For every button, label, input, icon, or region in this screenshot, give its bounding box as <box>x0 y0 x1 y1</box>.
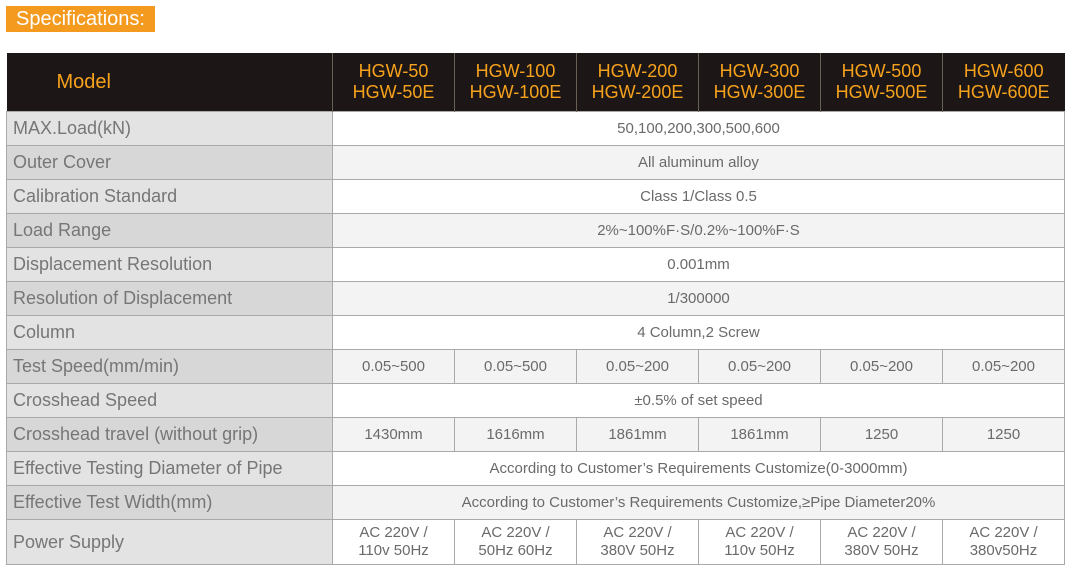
row-label: Test Speed(mm/min) <box>7 350 333 384</box>
model-name: HGW-50 <box>358 61 429 81</box>
value-line: AC 220V / <box>725 524 794 541</box>
model-name: HGW-100E <box>469 82 562 102</box>
row-value: 1250 <box>943 418 1065 452</box>
model-name: HGW-300E <box>713 82 806 102</box>
row-value: 0.05~500 <box>455 350 577 384</box>
table-row <box>7 486 1065 520</box>
model-name: HGW-200 <box>597 61 678 81</box>
row-value: 1861mm <box>699 418 821 452</box>
row-label: MAX.Load(kN) <box>7 112 333 146</box>
table-row <box>7 316 1065 350</box>
row-value: 0.05~200 <box>943 350 1065 384</box>
table-row <box>7 214 1065 248</box>
row-label: Displacement Resolution <box>7 248 333 282</box>
row-value: 0.05~200 <box>821 350 943 384</box>
value-line: 50Hz 60Hz <box>478 542 553 559</box>
row-label: Outer Cover <box>7 146 333 180</box>
row-value: 1250 <box>821 418 943 452</box>
row-value: 0.05~200 <box>577 350 699 384</box>
row-label: Crosshead Speed <box>7 384 333 418</box>
row-value <box>943 520 1065 565</box>
table-row <box>7 418 1065 452</box>
table-row <box>7 180 1065 214</box>
row-value <box>455 520 577 565</box>
table-row <box>7 112 1065 146</box>
row-value <box>577 520 699 565</box>
value-line: AC 220V / <box>481 524 550 541</box>
model-name: HGW-50E <box>352 82 435 102</box>
model-header-hgw-50 <box>333 53 455 112</box>
model-name: HGW-200E <box>591 82 684 102</box>
model-name: HGW-500E <box>835 82 928 102</box>
row-value: 1430mm <box>333 418 455 452</box>
table-row <box>7 282 1065 316</box>
row-value <box>333 520 455 565</box>
model-header-hgw-200 <box>577 53 699 112</box>
row-label: Calibration Standard <box>7 180 333 214</box>
model-name: HGW-300 <box>719 61 800 81</box>
row-value: 2%~100%F·S/0.2%~100%F·S <box>333 214 1065 248</box>
value-line: AC 220V / <box>603 524 672 541</box>
row-value: 4 Column,2 Screw <box>333 316 1065 350</box>
value-line: 110v 50Hz <box>358 542 429 559</box>
row-label: Effective Testing Diameter of Pipe <box>7 452 333 486</box>
row-label: Effective Test Width(mm) <box>7 486 333 520</box>
table-row <box>7 146 1065 180</box>
table-row <box>7 350 1065 384</box>
row-value: 0.05~500 <box>333 350 455 384</box>
row-label: Crosshead travel (without grip) <box>7 418 333 452</box>
model-header-hgw-600 <box>943 53 1065 112</box>
model-name: HGW-500 <box>841 61 922 81</box>
specifications-table <box>6 53 1065 565</box>
row-label: Resolution of Displacement <box>7 282 333 316</box>
table-row <box>7 248 1065 282</box>
row-label: Power Supply <box>7 520 333 565</box>
model-header-hgw-100 <box>455 53 577 112</box>
row-value: 0.001mm <box>333 248 1065 282</box>
table-header-row <box>7 53 1065 112</box>
specifications-heading: Specifications: <box>6 6 155 32</box>
model-name: HGW-100 <box>475 61 556 81</box>
row-value <box>699 520 821 565</box>
value-line: AC 220V / <box>969 524 1038 541</box>
row-value: 1616mm <box>455 418 577 452</box>
row-value: Class 1/Class 0.5 <box>333 180 1065 214</box>
row-value: According to Customer’s Requirements Customize(0-3000mm) <box>333 452 1065 486</box>
value-line: 380V 50Hz <box>844 542 919 559</box>
row-value: All aluminum alloy <box>333 146 1065 180</box>
model-header-cell: Model <box>7 53 333 112</box>
model-name: HGW-600E <box>957 82 1050 102</box>
table-row <box>7 452 1065 486</box>
row-value: 1861mm <box>577 418 699 452</box>
row-value: 50,100,200,300,500,600 <box>333 112 1065 146</box>
model-header-hgw-300 <box>699 53 821 112</box>
row-value: ±0.5% of set speed <box>333 384 1065 418</box>
row-value: 1/300000 <box>333 282 1065 316</box>
row-value: According to Customer’s Requirements Customize,≥Pipe Diameter20% <box>333 486 1065 520</box>
value-line: 380v50Hz <box>969 542 1038 559</box>
table-row <box>7 520 1065 565</box>
value-line: AC 220V / <box>847 524 916 541</box>
value-line: 380V 50Hz <box>600 542 675 559</box>
table-row <box>7 384 1065 418</box>
value-line: AC 220V / <box>359 524 428 541</box>
value-line: 110v 50Hz <box>724 542 795 559</box>
row-label: Load Range <box>7 214 333 248</box>
row-value <box>821 520 943 565</box>
row-label: Column <box>7 316 333 350</box>
row-value: 0.05~200 <box>699 350 821 384</box>
model-header-hgw-500 <box>821 53 943 112</box>
model-name: HGW-600 <box>963 61 1044 81</box>
